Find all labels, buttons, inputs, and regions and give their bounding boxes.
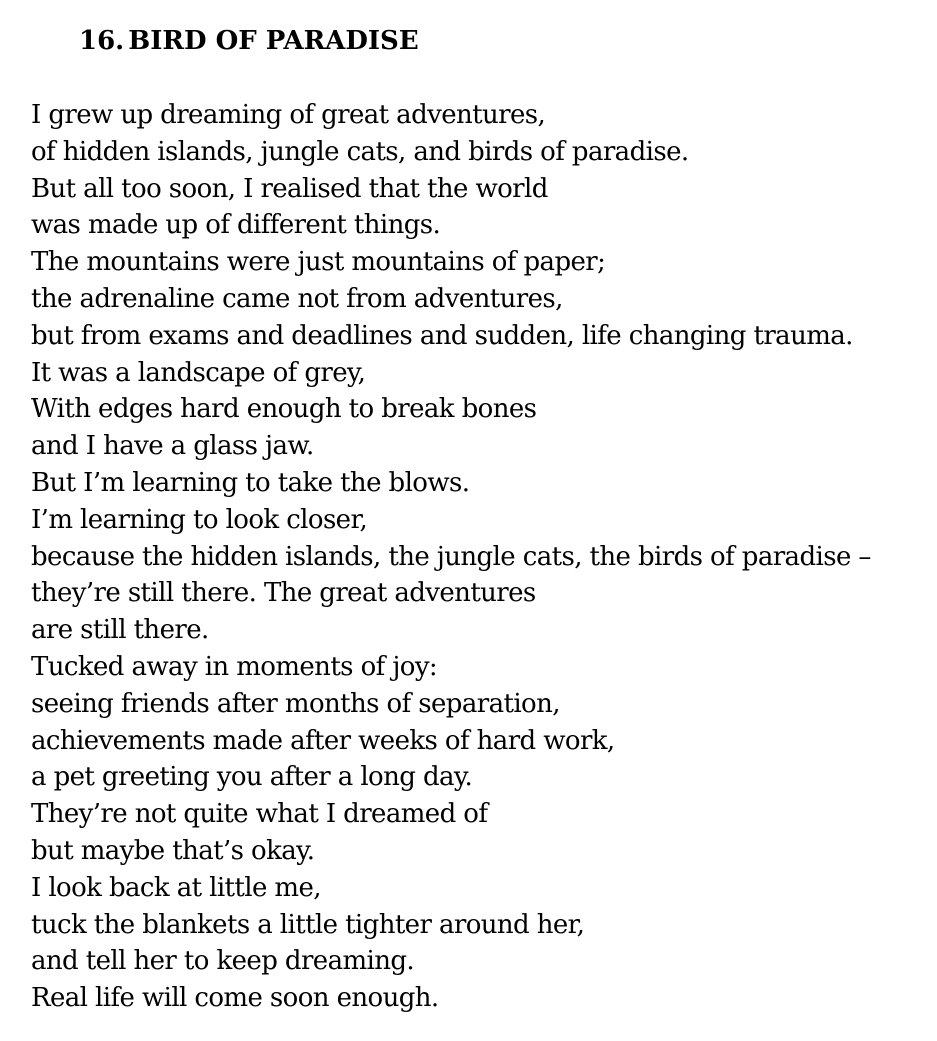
poem-line: Real life will come soon enough. (31, 983, 439, 1014)
poem-line: seeing friends after months of separation, (31, 688, 560, 719)
poem-line: The mountains were just mountains of paper; (31, 247, 606, 278)
poem-line: achievements made after weeks of hard work, (31, 725, 615, 756)
poem-title-text: BIRD OF PARADISE (128, 26, 419, 56)
poem-line: tuck the blankets a little tighter around her, (31, 909, 585, 940)
poem-line: but maybe that’s okay. (31, 835, 315, 866)
poem-line: because the hidden islands, the jungle cats, the birds of paradise – (31, 541, 871, 572)
poem-line: but from exams and deadlines and sudden, life changing trauma. (31, 320, 853, 351)
poem-line: and tell her to keep dreaming. (31, 946, 415, 977)
poem-line: and I have a glass jaw. (31, 431, 314, 462)
poem-body (31, 97, 931, 1017)
poem-line: But I’m learning to take the blows. (31, 467, 470, 498)
poem-line: It was a landscape of grey, (31, 357, 366, 388)
poem-line: I’m learning to look closer, (31, 504, 368, 535)
poem-line: I look back at little me, (31, 872, 321, 903)
poem-line: was made up of different things. (31, 210, 441, 241)
poem-line: are still there. (31, 615, 209, 646)
poem-title (79, 22, 419, 60)
poem-line: I grew up dreaming of great adventures, (31, 100, 546, 130)
poem-line: a pet greeting you after a long day. (31, 762, 473, 793)
poem-number: 16. (79, 26, 125, 56)
poem-line: They’re not quite what I dreamed of (31, 799, 488, 830)
poem-line: But all too soon, I realised that the world (31, 173, 548, 204)
poem-line: the adrenaline came not from adventures, (31, 283, 563, 314)
poem-line: of hidden islands, jungle cats, and birds of paradise. (31, 136, 689, 167)
poem-line: they’re still there. The great adventures (31, 578, 536, 609)
poem-line: With edges hard enough to break bones (31, 394, 537, 425)
poem-line: Tucked away in moments of joy: (31, 651, 438, 682)
